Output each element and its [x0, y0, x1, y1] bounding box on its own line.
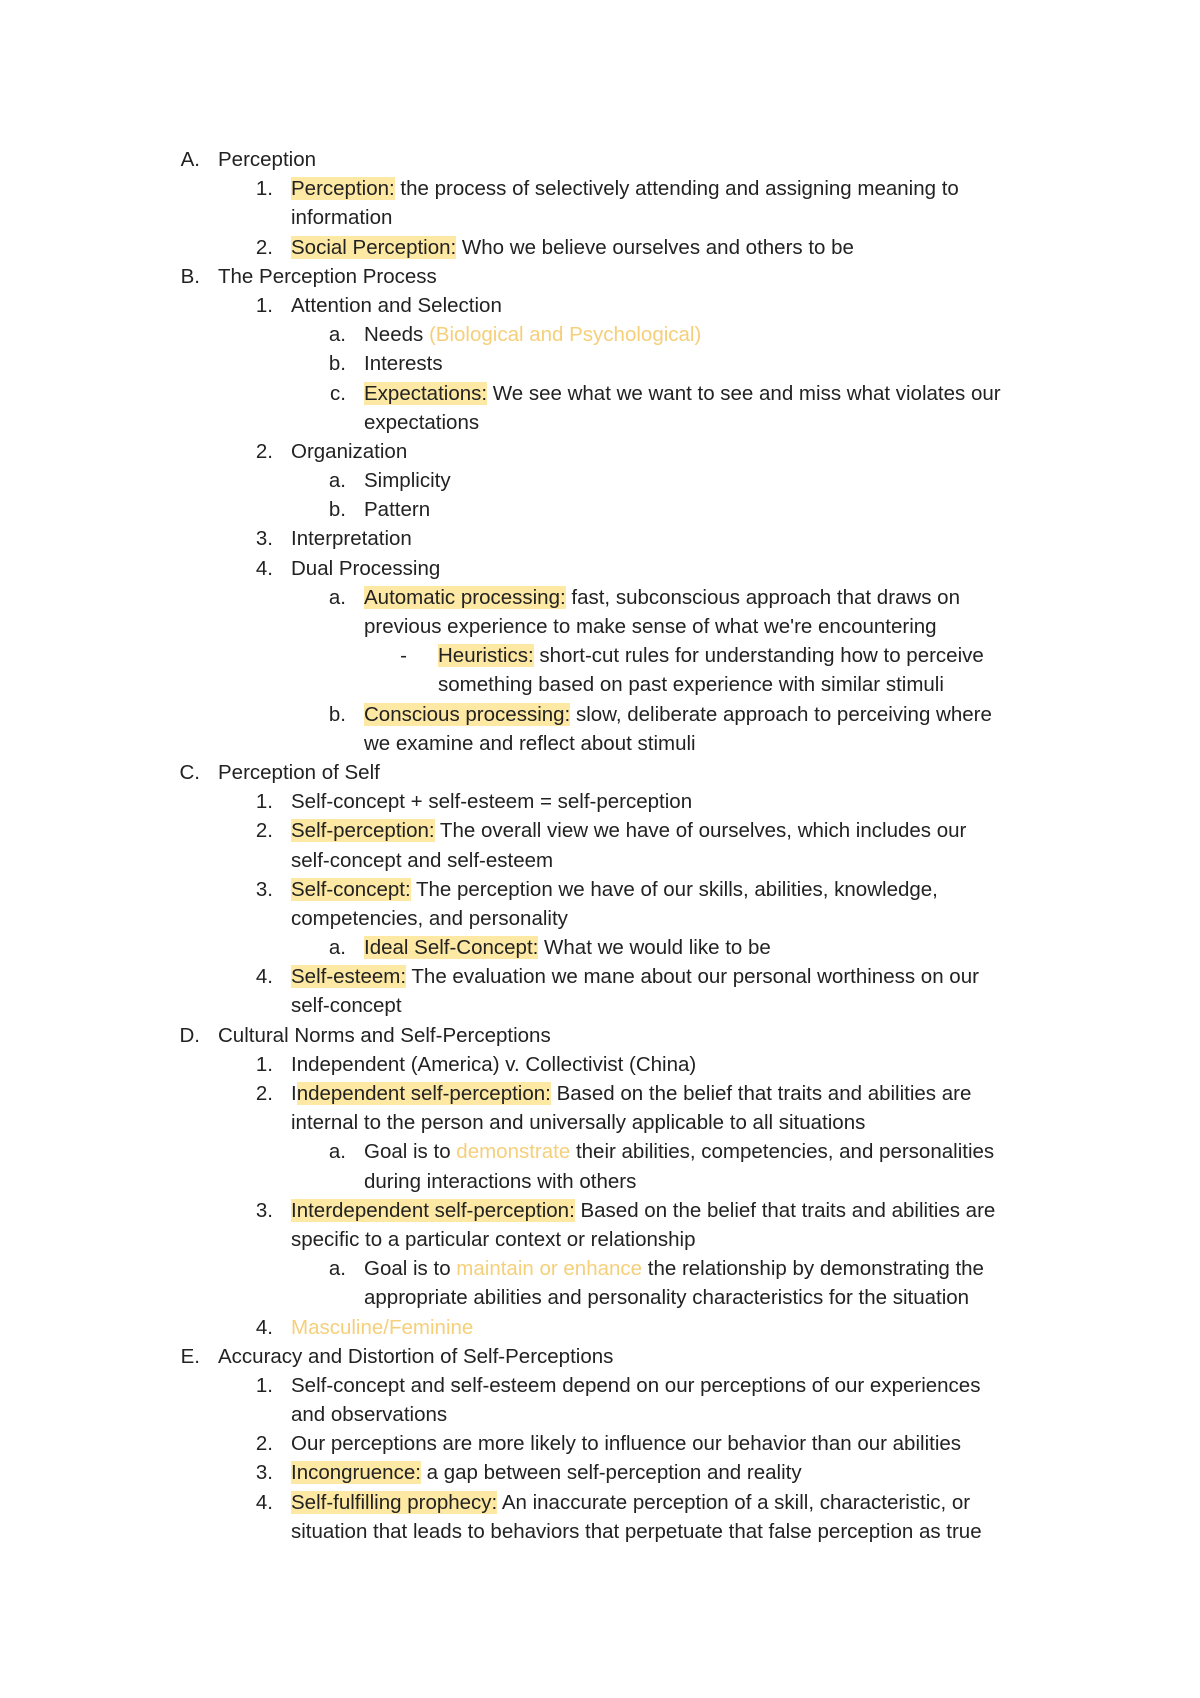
list-marker: 1.	[255, 790, 273, 814]
line-text	[291, 991, 402, 1020]
text-run: Self-concept and self-esteem depend on our perceptions of our experiences	[291, 1373, 981, 1397]
highlighted-term: Self-perception:	[291, 819, 435, 843]
line-text	[291, 846, 553, 875]
text-run: I	[291, 1082, 297, 1105]
text-run: Perception of Self	[218, 760, 380, 784]
list-marker: a.	[328, 1140, 346, 1164]
text-run: Dual Processing	[291, 556, 441, 580]
outline-line	[0, 1517, 1200, 1546]
list-marker: 2.	[255, 235, 273, 259]
line-text	[364, 1283, 969, 1312]
text-run: Who we believe ourselves and others to be	[456, 235, 854, 259]
text-run: during interactions with others	[364, 1169, 637, 1193]
line-text	[291, 787, 692, 816]
line-text	[291, 1517, 982, 1546]
outline-line	[0, 262, 1200, 291]
text-run: fast, subconscious approach that draws on	[565, 585, 960, 609]
colored-text: (Biological and Psychological)	[428, 323, 702, 347]
line-text	[291, 1196, 995, 1225]
line-text	[364, 320, 701, 349]
text-run: the relationship by demonstrating the	[642, 1257, 984, 1281]
text-run: Interpretation	[291, 527, 412, 551]
list-marker: -	[400, 644, 407, 668]
text-run: a gap between self-perception and reality	[420, 1461, 802, 1485]
outline-line	[0, 1167, 1200, 1196]
list-marker: D.	[179, 1023, 200, 1047]
outline-line	[0, 1429, 1200, 1458]
text-run: The overall view we have of ourselves, which includes our	[434, 819, 967, 843]
colored-text: demonstrate	[456, 1140, 571, 1164]
line-text	[218, 1342, 613, 1371]
list-marker: a.	[328, 323, 346, 347]
colored-text: maintain or enhance	[456, 1257, 643, 1281]
outline-line	[0, 349, 1200, 378]
text-run: An inaccurate perception of a skill, characteristic, or	[497, 1490, 971, 1514]
list-marker: 1.	[255, 1052, 273, 1076]
outline-line	[0, 875, 1200, 904]
line-text	[364, 466, 451, 495]
line-text	[291, 875, 938, 904]
line-text	[291, 816, 966, 845]
outline-line	[0, 904, 1200, 933]
outline-line	[0, 1050, 1200, 1079]
outline-line	[0, 1488, 1200, 1517]
line-text	[364, 495, 430, 524]
outline-line	[0, 787, 1200, 816]
text-run: The Perception Process	[218, 264, 437, 288]
list-marker: E.	[180, 1344, 200, 1368]
outline-line	[0, 495, 1200, 524]
outline-line	[0, 991, 1200, 1020]
outline-line	[0, 962, 1200, 991]
outline-line	[0, 729, 1200, 758]
line-text	[364, 729, 696, 758]
text-run: their abilities, competencies, and personalities	[570, 1140, 995, 1164]
text-run: Based on the belief that traits and abilities are	[574, 1198, 996, 1222]
list-marker: 1.	[255, 293, 273, 317]
line-text	[364, 1167, 636, 1196]
highlighted-term: Self-fulfilling prophecy:	[291, 1490, 498, 1514]
text-run: and observations	[291, 1403, 448, 1427]
outline-line	[0, 1021, 1200, 1050]
text-run: Goal is to	[364, 1257, 457, 1281]
highlighted-term: Self-concept:	[291, 877, 411, 901]
text-run: self-concept	[291, 994, 402, 1018]
text-run: we examine and reflect about stimuli	[364, 731, 696, 755]
line-text	[291, 1313, 473, 1342]
line-text	[364, 1137, 994, 1166]
list-marker: 4.	[255, 965, 273, 989]
list-marker: a.	[328, 469, 346, 493]
list-marker: 3.	[255, 1198, 273, 1222]
outline-line	[0, 1225, 1200, 1254]
outline-line	[0, 1283, 1200, 1312]
text-run: self-concept and self-esteem	[291, 848, 554, 872]
list-marker: 2.	[255, 439, 273, 463]
line-text	[218, 1021, 551, 1050]
list-marker: 4.	[255, 556, 273, 580]
line-text	[291, 1400, 447, 1429]
text-run: Perception	[218, 148, 317, 171]
text-run: The evaluation we mane about our personal worthiness on our	[406, 965, 979, 989]
outline-line	[0, 320, 1200, 349]
text-run: previous experience to make sense of what we're encountering	[364, 615, 937, 638]
line-text	[291, 1458, 802, 1487]
outline-line	[0, 379, 1200, 408]
text-run: Needs	[364, 323, 429, 347]
list-marker: a.	[328, 1257, 346, 1281]
outline-line	[0, 1371, 1200, 1400]
line-text	[438, 641, 984, 670]
list-marker: 4.	[255, 1315, 273, 1339]
outline-line	[0, 1254, 1200, 1283]
list-marker: 2.	[255, 819, 273, 843]
text-run: What we would like to be	[538, 936, 771, 960]
line-text	[291, 174, 959, 203]
text-run: appropriate abilities and personality characteristics for the situation	[364, 1286, 970, 1310]
list-marker: b.	[328, 498, 346, 522]
line-text	[364, 408, 479, 437]
list-marker: b.	[328, 352, 346, 376]
colored-text: Masculine/Feminine	[291, 1315, 474, 1339]
line-text	[364, 349, 443, 378]
outline-line	[0, 1196, 1200, 1225]
text-run: Independent (America) v. Collectivist (China)	[291, 1052, 697, 1076]
line-text	[291, 437, 407, 466]
highlighted-term: Automatic processing:	[364, 585, 566, 609]
text-run: competencies, and personality	[291, 906, 568, 930]
line-text	[291, 1371, 980, 1400]
text-run: situation that leads to behaviors that perpetuate that false perception as true	[291, 1519, 982, 1543]
text-run: Based on the belief that traits and abilities are	[550, 1082, 972, 1105]
line-text	[291, 203, 392, 232]
line-text	[364, 612, 937, 641]
highlighted-term: Interdependent self-perception:	[291, 1198, 575, 1222]
list-marker: 3.	[255, 877, 273, 901]
text-run: Organization	[291, 439, 408, 463]
text-run: the process of selectively attending and assigning meaning to	[394, 177, 959, 201]
outline-line	[0, 816, 1200, 845]
highlighted-term: Ideal Self-Concept:	[364, 936, 539, 960]
list-marker: 1.	[255, 177, 273, 201]
outline-line	[0, 174, 1200, 203]
line-text	[291, 233, 854, 262]
highlighted-term: Self-esteem:	[291, 965, 407, 989]
list-marker: A.	[180, 148, 200, 171]
text-run: Our perceptions are more likely to influence our behavior than our abilities	[291, 1432, 962, 1456]
list-marker: 2.	[255, 1082, 273, 1105]
list-marker: C.	[179, 760, 200, 784]
outline-line	[0, 612, 1200, 641]
text-run: internal to the person and universally applicable to all situations	[291, 1111, 866, 1135]
highlighted-term: Social Perception:	[291, 235, 457, 259]
outline-line	[0, 203, 1200, 232]
outline-line	[0, 1137, 1200, 1166]
line-text	[291, 1488, 970, 1517]
outline-line	[0, 700, 1200, 729]
text-run: The perception we have of our skills, abilities, knowledge,	[410, 877, 938, 901]
outline-line	[0, 846, 1200, 875]
list-marker: b.	[328, 702, 346, 726]
list-marker: 2.	[255, 1432, 273, 1456]
list-marker: 3.	[255, 1461, 273, 1485]
line-text	[291, 1429, 961, 1458]
line-text	[291, 962, 979, 991]
outline-line	[0, 291, 1200, 320]
text-run: Goal is to	[364, 1140, 457, 1164]
highlighted-term: ndependent self-perception:	[296, 1082, 551, 1105]
outline-line	[0, 145, 1200, 174]
line-text	[291, 1108, 865, 1137]
line-text	[364, 583, 960, 612]
highlighted-term: Heuristics:	[438, 644, 534, 668]
highlighted-term: Perception:	[291, 177, 395, 201]
highlighted-term: Incongruence:	[291, 1461, 421, 1485]
line-text	[291, 291, 502, 320]
text-run: Self-concept + self-esteem = self-perception	[291, 790, 693, 814]
line-text	[291, 1050, 696, 1079]
text-run: something based on past experience with similar stimuli	[438, 673, 944, 697]
line-text	[218, 758, 380, 787]
outline-line	[0, 641, 1200, 670]
outline-line	[0, 1108, 1200, 1137]
outline-line	[0, 670, 1200, 699]
outline-line	[0, 1079, 1200, 1108]
line-text	[218, 145, 316, 174]
outline-line	[0, 408, 1200, 437]
text-run: Attention and Selection	[291, 293, 502, 317]
text-run: specific to a particular context or relationship	[291, 1227, 696, 1251]
text-run: Pattern	[364, 498, 431, 522]
outline-line	[0, 1313, 1200, 1342]
line-text	[291, 904, 568, 933]
list-marker: 4.	[255, 1490, 273, 1514]
outline-line	[0, 1342, 1200, 1371]
line-text	[218, 262, 437, 291]
document-body	[0, 145, 1200, 1546]
outline-line	[0, 583, 1200, 612]
list-marker: c.	[330, 381, 346, 405]
line-text	[364, 379, 1001, 408]
text-run: Accuracy and Distortion of Self-Perceptions	[218, 1344, 614, 1368]
line-text	[364, 933, 771, 962]
outline-line	[0, 466, 1200, 495]
text-run: slow, deliberate approach to perceiving where	[570, 702, 992, 726]
list-marker: a.	[328, 585, 346, 609]
highlighted-term: Conscious processing:	[364, 702, 571, 726]
text-run: short-cut rules for understanding how to perceive	[533, 644, 984, 668]
text-run: We see what we want to see and miss what violates our	[487, 381, 1001, 405]
line-text	[291, 554, 440, 583]
text-run: Interests	[364, 352, 443, 376]
line-text	[291, 1079, 971, 1108]
outline-line	[0, 1400, 1200, 1429]
outline-line	[0, 1458, 1200, 1487]
text-run: Simplicity	[364, 469, 451, 493]
list-marker: 1.	[255, 1373, 273, 1397]
highlighted-term: Expectations:	[364, 381, 488, 405]
line-text	[364, 700, 992, 729]
text-run: Cultural Norms and Self-Perceptions	[218, 1023, 551, 1047]
line-text	[291, 1225, 696, 1254]
outline-line	[0, 554, 1200, 583]
line-text	[364, 1254, 984, 1283]
list-marker: B.	[180, 264, 200, 288]
outline-line	[0, 758, 1200, 787]
list-marker: a.	[328, 936, 346, 960]
outline-line	[0, 233, 1200, 262]
list-marker: 3.	[255, 527, 273, 551]
line-text	[291, 524, 412, 553]
outline-line	[0, 437, 1200, 466]
outline-line	[0, 933, 1200, 962]
outline-line	[0, 524, 1200, 553]
text-run: expectations	[364, 410, 480, 434]
text-run: information	[291, 206, 393, 230]
line-text	[438, 670, 944, 699]
